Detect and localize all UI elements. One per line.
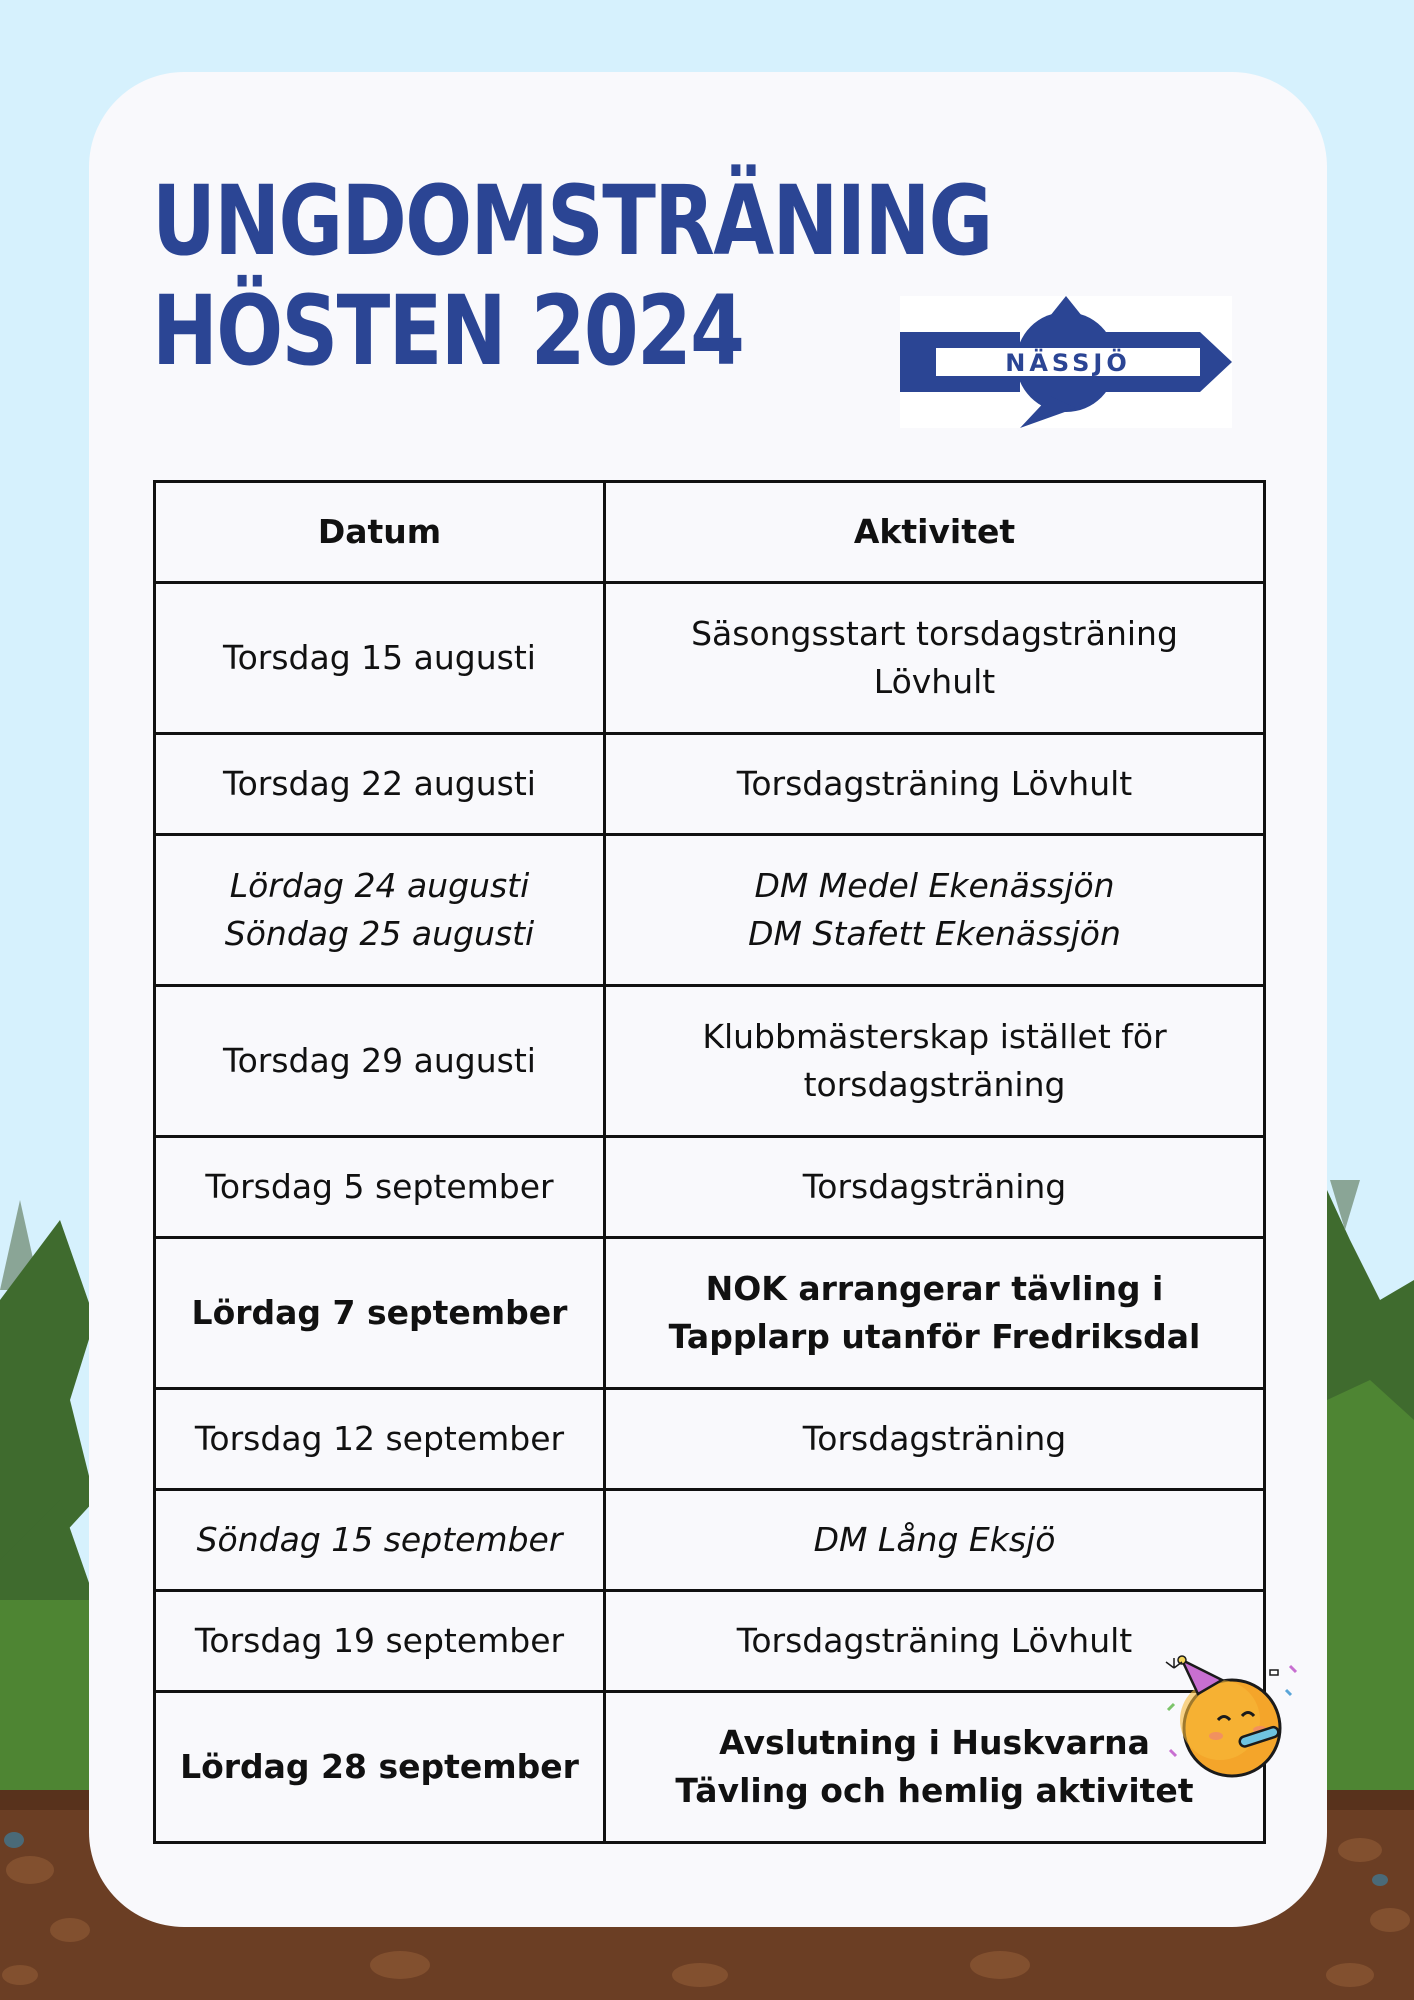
date-cell bbox=[155, 583, 605, 734]
date-cell bbox=[155, 1137, 605, 1238]
date-cell-line: Torsdag 12 september bbox=[194, 1419, 565, 1458]
date-cell-line: Torsdag 22 augusti bbox=[223, 764, 536, 803]
activity-cell-line: DM Lång Eksjö bbox=[813, 1520, 1056, 1559]
date-cell-line: Söndag 25 augusti bbox=[224, 914, 535, 953]
date-cell bbox=[155, 1591, 605, 1692]
activity-cell bbox=[605, 835, 1265, 986]
activity-cell-line: torsdagsträning bbox=[803, 1065, 1066, 1104]
activity-cell-line: Klubbmästerskap istället för bbox=[702, 1017, 1167, 1056]
date-cell-line: Torsdag 19 september bbox=[194, 1621, 565, 1660]
table-row bbox=[155, 1389, 1265, 1490]
table-row bbox=[155, 986, 1265, 1137]
title-line-2: HÖSTEN 2024 bbox=[152, 275, 744, 387]
activity-cell-line: Tapplarp utanför Fredriksdal bbox=[668, 1317, 1201, 1356]
activity-cell bbox=[605, 734, 1265, 835]
date-cell-line: Söndag 15 september bbox=[196, 1520, 563, 1559]
activity-cell-line: Avslutning i Huskvarna bbox=[719, 1723, 1150, 1762]
date-cell bbox=[155, 1389, 605, 1490]
activity-cell bbox=[605, 1389, 1265, 1490]
schedule-body bbox=[155, 583, 1265, 1843]
activity-cell-line: Torsdagsträning Lövhult bbox=[736, 1621, 1133, 1660]
activity-cell-line: Torsdagsträning bbox=[802, 1167, 1067, 1206]
table-row bbox=[155, 1490, 1265, 1591]
date-cell bbox=[155, 986, 605, 1137]
date-cell-line: Torsdag 5 september bbox=[205, 1167, 554, 1206]
page-title bbox=[152, 166, 992, 386]
activity-cell bbox=[605, 1490, 1265, 1591]
activity-cell-line: Torsdagsträning bbox=[802, 1419, 1067, 1458]
date-cell bbox=[155, 1692, 605, 1843]
activity-cell-line: DM Medel Ekenässjön bbox=[754, 866, 1115, 905]
date-cell bbox=[155, 1238, 605, 1389]
activity-cell bbox=[605, 1238, 1265, 1389]
activity-cell-line: Säsongsstart torsdagsträning bbox=[691, 614, 1178, 653]
activity-cell-line: NOK arrangerar tävling i bbox=[705, 1269, 1164, 1308]
column-header-activity: Aktivitet bbox=[605, 482, 1265, 583]
activity-cell bbox=[605, 1137, 1265, 1238]
date-cell bbox=[155, 734, 605, 835]
activity-cell-line: Torsdagsträning Lövhult bbox=[736, 764, 1133, 803]
party-face-icon bbox=[1160, 1650, 1300, 1790]
table-row bbox=[155, 734, 1265, 835]
date-cell-line: Torsdag 29 augusti bbox=[223, 1041, 536, 1080]
table-row bbox=[155, 1692, 1265, 1843]
table-row bbox=[155, 1591, 1265, 1692]
activity-cell-line: Lövhult bbox=[873, 662, 996, 701]
activity-cell-line: Tävling och hemlig aktivitet bbox=[675, 1771, 1194, 1810]
table-row bbox=[155, 583, 1265, 734]
column-header-date: Datum bbox=[155, 482, 605, 583]
nassjo-ok-logo bbox=[900, 296, 1232, 428]
title-line-1: UNGDOMSTRÄNING bbox=[152, 165, 992, 277]
logo-text: NÄSSJÖ bbox=[1005, 349, 1131, 377]
date-cell-line: Lördag 28 september bbox=[180, 1747, 579, 1786]
activity-cell-line: DM Stafett Ekenässjön bbox=[748, 914, 1121, 953]
table-row bbox=[155, 1238, 1265, 1389]
date-cell bbox=[155, 1490, 605, 1591]
date-cell-line: Lördag 7 september bbox=[191, 1293, 568, 1332]
table-header-row bbox=[155, 482, 1265, 583]
date-cell bbox=[155, 835, 605, 986]
activity-cell bbox=[605, 583, 1265, 734]
date-cell-line: Torsdag 15 augusti bbox=[223, 638, 536, 677]
schedule-table bbox=[153, 480, 1266, 1844]
table-row bbox=[155, 1137, 1265, 1238]
activity-cell bbox=[605, 986, 1265, 1137]
table-row bbox=[155, 835, 1265, 986]
date-cell-line: Lördag 24 augusti bbox=[229, 866, 530, 905]
